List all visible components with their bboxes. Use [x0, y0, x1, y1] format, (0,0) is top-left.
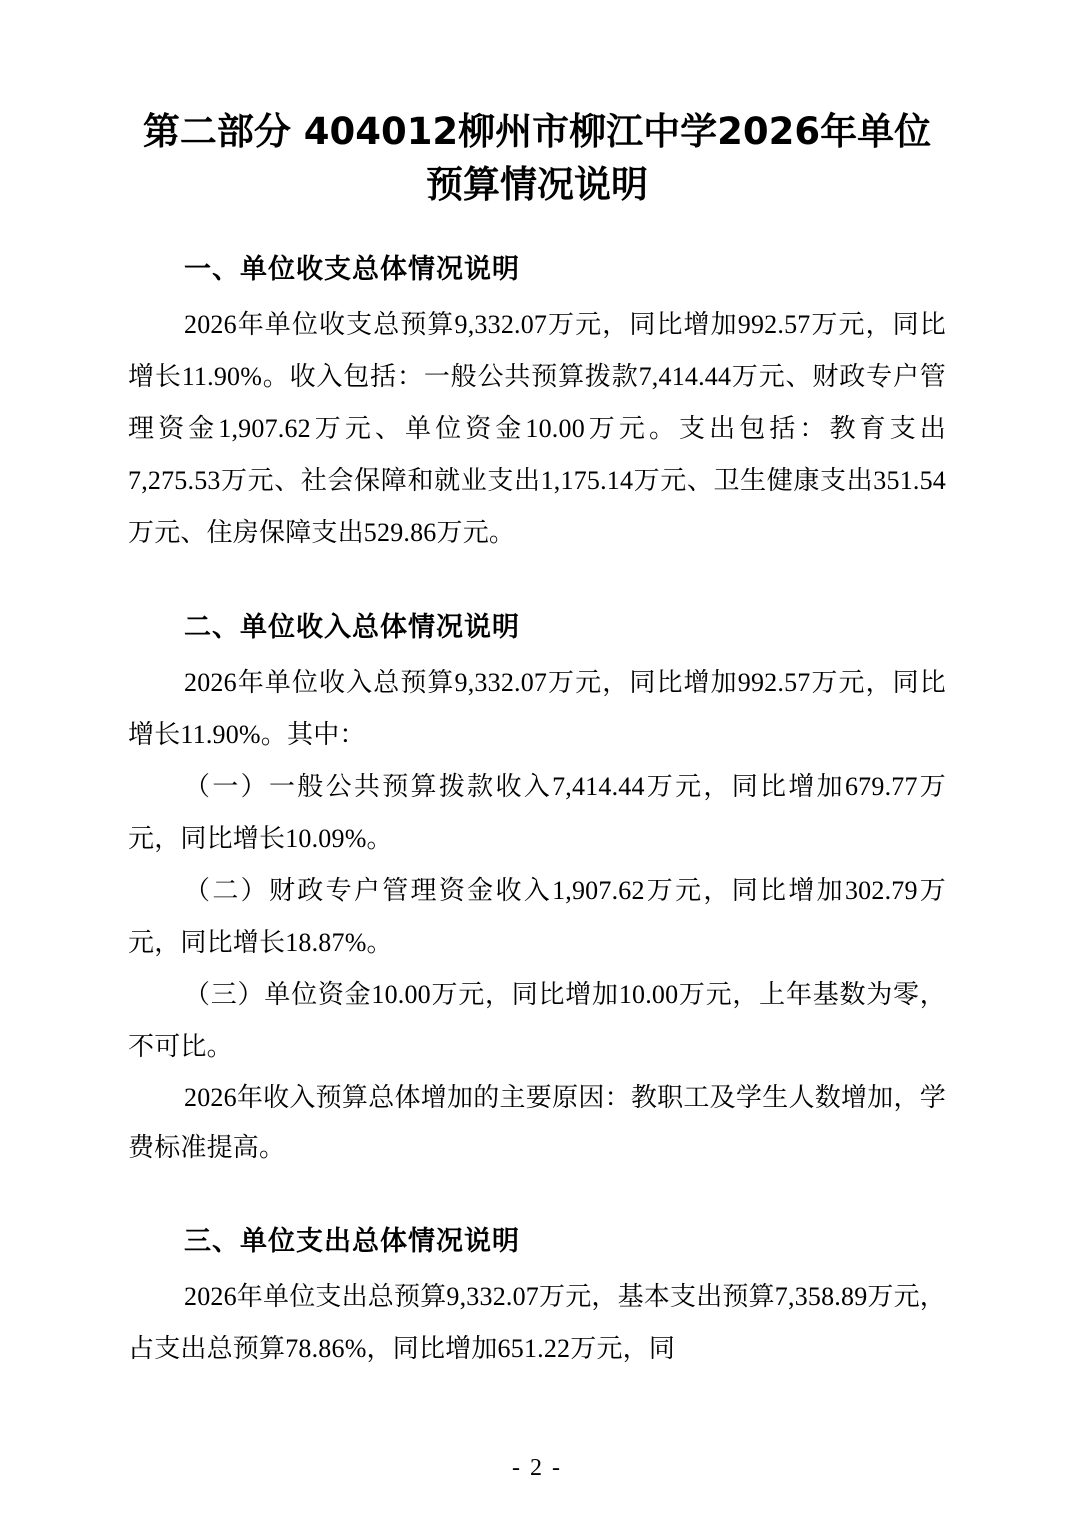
section-heading-2: 二、单位收入总体情况说明 — [184, 612, 520, 643]
spacer — [128, 211, 946, 219]
section-2-paragraph-3: （二）财政专户管理资金收入1,907.62万元，同比增加302.79万元，同比增长18.87%。 — [128, 876, 946, 957]
section-2-paragraph-1: 2026年单位收入总预算9,332.07万元，同比增加992.57万元，同比增长11.90%。其中： — [128, 668, 946, 749]
section-2-paragraph-5: 2026年收入预算总体增加的主要原因：教职工及学生人数增加，学费标准提高。 — [128, 1083, 946, 1162]
spacer — [128, 559, 946, 577]
section-2-paragraph-4: （三）单位资金10.00万元，同比增加10.00万元，上年基数为零，不可比。 — [128, 980, 946, 1061]
section-heading-1: 一、单位收支总体情况说明 — [184, 254, 520, 285]
page-title: 第二部分 404012柳州市柳江中学2026年单位预算情况说明 — [142, 110, 932, 206]
section-heading-3: 三、单位支出总体情况说明 — [184, 1226, 520, 1257]
section-2-paragraph-2: （一）一般公共预算拨款收入7,414.44万元，同比增加679.77万元，同比增长10.09%。 — [128, 772, 946, 853]
section-3-paragraph-1: 2026年单位支出总预算9,332.07万元，基本支出预算7,358.89万元，占支出总预算78.86%，同比增加651.22万元，同 — [128, 1282, 947, 1363]
spacer — [128, 1173, 946, 1191]
section-1-paragraph-1: 2026年单位收支总预算9,332.07万元，同比增加992.57万元，同比增长11.90%。收入包括：一般公共预算拨款7,414.44万元、财政专户管理资金1,907.62万元、单位资金10.00万元。支出包括：教育支出7,275.53万元、社会保障和就业支出1,175.14万元、卫生健康支出351.54万元、住房保障支出529.86万元。 — [128, 310, 946, 547]
page-number: - 2 - — [512, 1455, 562, 1481]
